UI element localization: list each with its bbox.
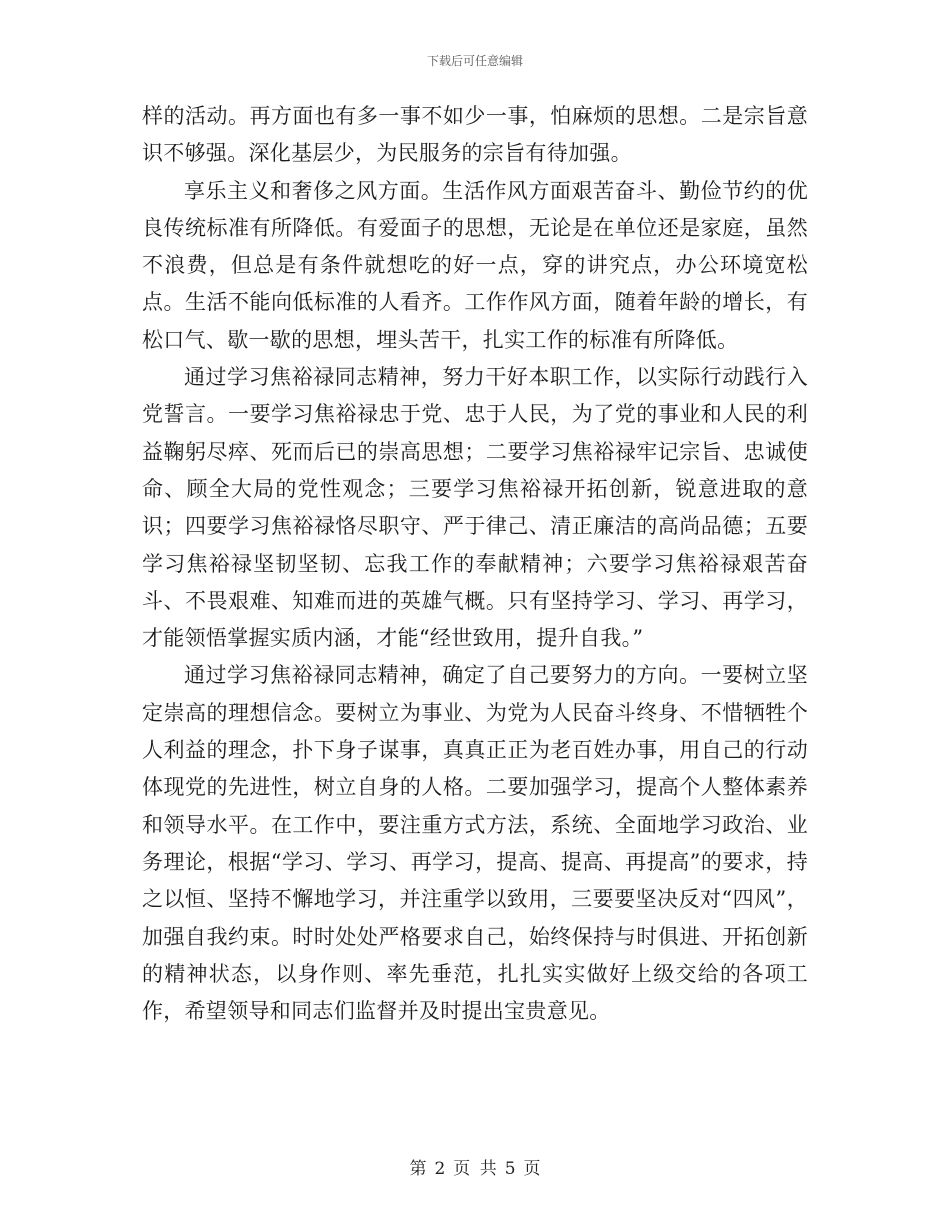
page-number-footer	[0, 1154, 950, 1179]
footer-middle: 页 共	[453, 1159, 497, 1179]
footer-prefix: 第	[409, 1159, 427, 1179]
footer-suffix: 页	[523, 1159, 541, 1179]
paragraph-4: 通过学习焦裕禄同志精神，确定了自己要努力的方向。一要树立坚定崇高的理想信念。要树立为事业、为党为人民奋斗终身、不惜牺牲个人利益的理念，扑下身子谋事，真真正正为老百姓办事，用自己的行动体现党的先进性，树立自身的人格。二要加强学习，提高个人整体素养和领导水平。在工作中，要注重方式方法，系统、全面地学习政治、业务理论，根据“学习、学习、再学习，提高、提高、再提高”的要求，持之以恒、坚持不懈地学习，并注重学以致用，三要要坚决反对“四风”，加强自我约束。时时处处严格要求自己，始终保持与时俱进、开拓创新的精神状态，以身作则、率先垂范，扎扎实实做好上级交给的各项工作，希望领导和同志们监督并及时提出宝贵意见。	[142, 663, 808, 1024]
footer-current-page: 2	[434, 1159, 446, 1179]
paragraph-1: 样的活动。再方面也有多一事不如少一事，怕麻烦的思想。二是宗旨意识不够强。深化基层少，为民服务的宗旨有待加强。	[142, 104, 808, 166]
header-note: 下载后可任意编辑	[426, 54, 523, 68]
paragraph-2: 享乐主义和奢侈之风方面。生活作风方面艰苦奋斗、勤俭节约的优良传统标准有所降低。有爱面子的思想，无论是在单位还是家庭，虽然不浪费，但总是有条件就想吃的好一点，穿的讲究点，办公环境宽松点。生活不能向低标准的人看齐。工作作风方面，随着年龄的增长，有松口气、歇一歇的思想，埋头苦干，扎实工作的标准有所降低。	[142, 178, 808, 352]
footer-total-pages: 5	[504, 1159, 516, 1179]
document-body	[142, 98, 808, 1030]
paragraph-3: 通过学习焦裕禄同志精神，努力干好本职工作，以实际行动践行入党誓言。一要学习焦裕禄忠于党、忠于人民，为了党的事业和人民的利益鞠躬尽瘁、死而后已的崇高思想；二要学习焦裕禄牢记宗旨、忠诚使命、顾全大局的党性观念；三要学习焦裕禄开拓创新，锐意进取的意识；四要学习焦裕禄恪尽职守、严于律己、清正廉洁的高尚品德；五要学习焦裕禄坚韧坚韧、忘我工作的奉献精神；六要学习焦裕禄艰苦奋斗、不畏艰难、知难而进的英雄气概。只有坚持学习、学习、再学习，才能领悟掌握实质内涵，才能“经世致用，提升自我。”	[142, 365, 808, 651]
